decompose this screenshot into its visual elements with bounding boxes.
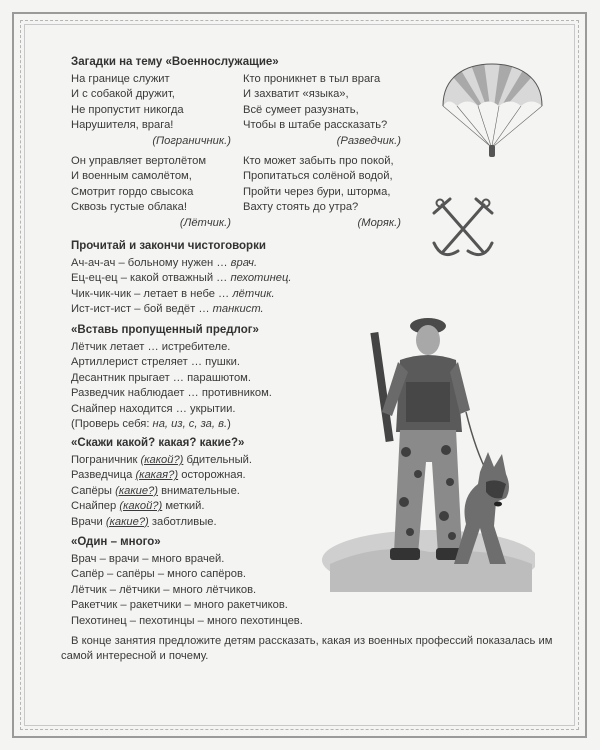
which-list	[71, 453, 252, 530]
riddle-line: На границе служит	[71, 73, 170, 85]
list-item: Артиллерист стреляет … пушки.	[71, 356, 241, 369]
one-many-heading: «Один – много»	[71, 536, 161, 548]
riddle-line: Всё сумеет разузнать,	[243, 103, 359, 116]
list-item: Разведчица (какая?) осторожная.	[71, 469, 246, 482]
riddle-line: Кто проникнет в тыл врага	[243, 73, 381, 85]
list-item: Лётчик летает … истребителе.	[71, 341, 231, 353]
conclusion-line: В конце занятия предложите детям рассказать, какая из военных профессий показалась им	[71, 635, 553, 647]
list-item: Десантник прыгает … парашютом.	[71, 371, 251, 384]
parachute-icon	[440, 62, 545, 162]
crossed-anchors-icon	[428, 195, 498, 265]
prepositions-list	[71, 340, 272, 432]
tongue-twisters-heading: Прочитай и закончи чистоговорки	[71, 240, 266, 252]
list-item: Разведчик наблюдает … противником.	[71, 387, 272, 400]
riddle-2	[243, 72, 401, 149]
riddle-line: Не пропустит никогда	[71, 103, 184, 116]
tongue-twisters-list	[71, 256, 292, 318]
list-item: Ач-ач-ач – больному нужен … врач.	[71, 257, 258, 269]
list-item: Сапёры (какие?) внимательные.	[71, 484, 240, 497]
riddle-line: Сквозь густые облака!	[71, 201, 187, 214]
riddle-line: И с собакой дружит,	[71, 88, 175, 101]
riddle-answer: (Лётчик.)	[179, 216, 231, 229]
list-item: Ракетчик – ракетчики – много ракетчиков.	[71, 599, 288, 612]
riddle-3	[71, 154, 231, 231]
riddle-line: Пройти через бури, шторма,	[243, 185, 391, 198]
riddle-line: И военным самолётом,	[71, 170, 192, 183]
list-item: Снайпер (какой?) меткий.	[71, 500, 205, 513]
list-item: Пехотинец – пехотинцы – много пехотинцев.	[71, 614, 303, 627]
prepositions-heading: «Вставь пропущенный предлог»	[71, 324, 259, 336]
riddle-answer: (Разведчик.)	[336, 134, 401, 147]
riddle-line: Смотрит гордо свысока	[71, 185, 194, 198]
list-item: Ист-ист-ист – бой ведёт … танкист.	[71, 303, 264, 316]
riddle-line: Пропитаться солёной водой,	[243, 170, 393, 183]
list-item: Ец-ец-ец – какой отважный … пехотинец.	[71, 272, 292, 285]
riddle-line: И захватит «языка»,	[243, 88, 349, 101]
list-item: Снайпер находится … укрытии.	[71, 402, 236, 415]
soldier-with-dog-illustration	[320, 302, 535, 592]
riddle-line: Чтобы в штабе рассказать?	[243, 119, 388, 132]
list-item: Чик-чик-чик – летает в небе … лётчик.	[71, 287, 275, 300]
list-item: Пограничник (какой?) бдительный.	[71, 454, 252, 466]
which-heading: «Скажи какой? какая? какие?»	[71, 437, 245, 449]
check-line: (Проверь себя: на, из, с, за, в.)	[71, 418, 231, 431]
riddle-1	[71, 72, 231, 149]
conclusion-paragraph	[61, 634, 553, 665]
riddles-heading: Загадки на тему «Военнослужащие»	[71, 56, 279, 68]
riddle-line: Кто может забыть про покой,	[243, 155, 394, 167]
list-item: Сапёр – сапёры – много сапёров.	[71, 568, 247, 581]
list-item: Врачи (какие?) заботливые.	[71, 515, 217, 528]
riddle-line: Нарушителя, врага!	[71, 119, 174, 132]
riddle-answer: (Моряк.)	[357, 216, 401, 229]
riddle-line: Он управляет вертолётом	[71, 155, 207, 167]
conclusion-line: самой интересной и почему.	[61, 650, 209, 663]
list-item: Лётчик – лётчики – много лётчиков.	[71, 583, 257, 596]
list-item: Врач – врачи – много врачей.	[71, 553, 225, 565]
riddle-line: Вахту стоять до утра?	[243, 201, 359, 214]
riddle-4	[243, 154, 401, 231]
one-many-list	[71, 552, 303, 629]
riddle-answer: (Пограничник.)	[152, 134, 231, 147]
